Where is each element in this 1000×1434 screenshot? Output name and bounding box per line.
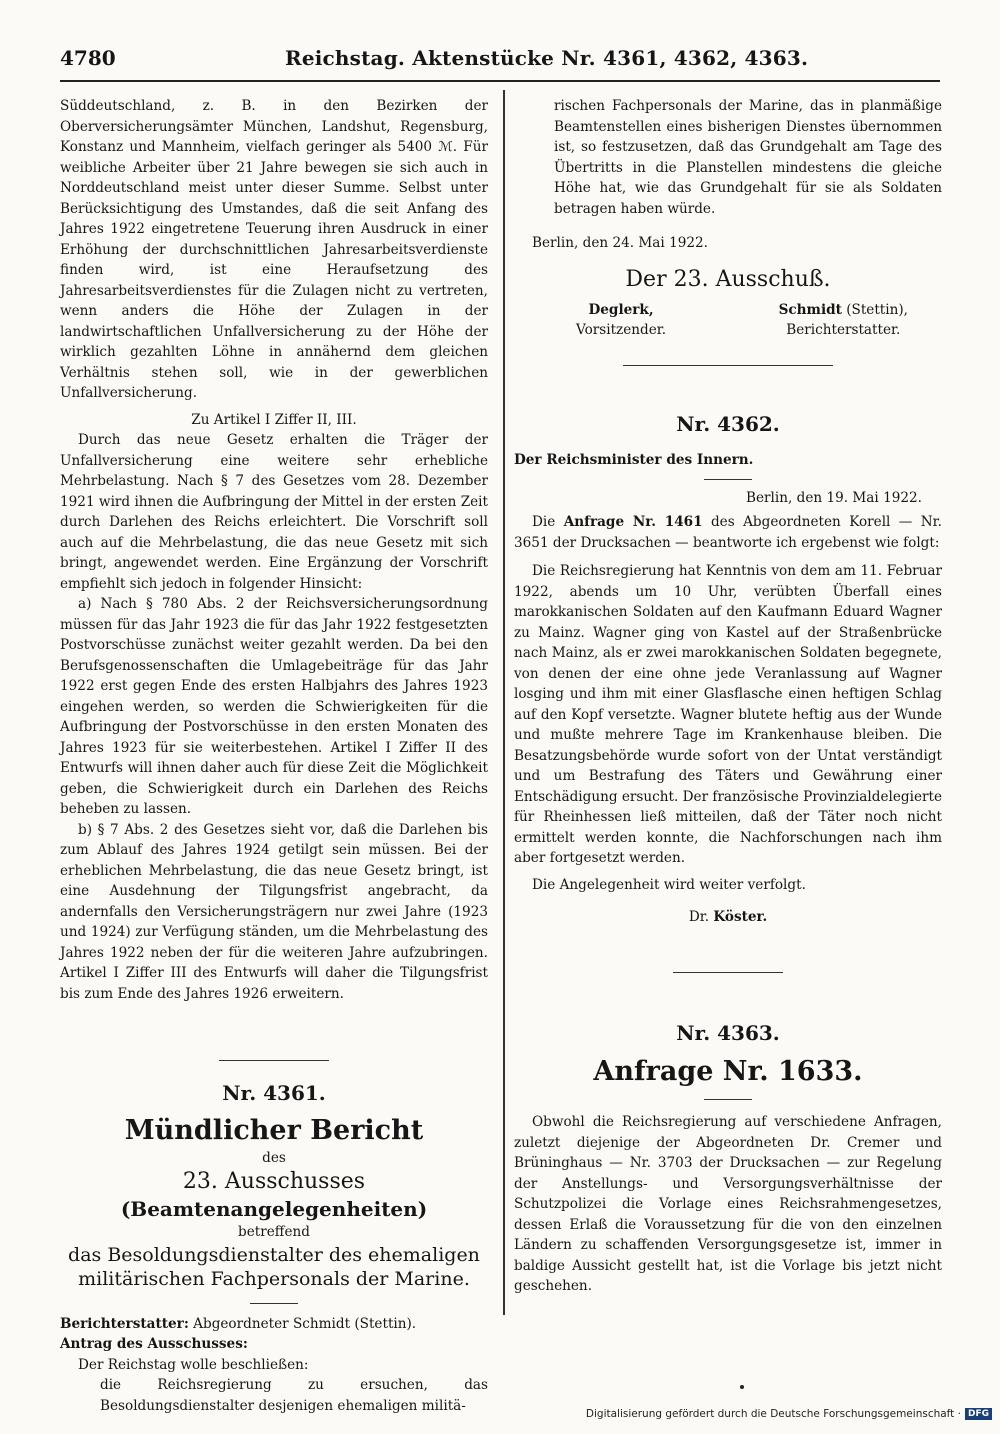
nr4362-intro [514,512,942,553]
nr4362-signature [514,907,942,928]
rapporteur-name: Schmidt [778,301,842,318]
paragraph-b: b) § 7 Abs. 2 des Gesetzes sieht vor, daß die Darlehen bis zum Ablauf des Jahres 1924 getilgt sein müssen. Bei der erheblichen Mehrbelastung, die das neue Gesetz bringt, ist eine Ausdehnung der Tilgungsfrist angebracht, da andernfalls den Versicherungsträgern nur zwei Jahre (1923 und 1924) zur Verfügung ständen, um die Mehrbelastung des Jahres 1922 neben der für die weiteren Jahre aufzubringen. Artikel I Ziffer III des Entwurfs will daher die Tilgungsfrist bis zum Ende des Jahres 1926 erweitern. [60,821,488,1002]
section-rule [623,365,833,366]
ink-dot [740,1385,744,1389]
paragraph-a: a) Nach § 780 Abs. 2 der Reichsversicherungsordnung müssen für das Jahr 1923 die für das Jahr 1922 festgesetzten Postvorschüsse zunächst weiter gezahlt werden. Da bei den Berufsgenossenschaften die Umlagebeiträge für das Jahr 1922 erst gegen Ende des ersten Halbjahrs des Jahres 1923 eingehen werden, so werden die Schwierigkeiten für die Aufbringung der Postvorschüsse in den ersten Monaten des Jahres 1923 für sie weiterbestehen. Artikel I Ziffer II des Entwurfs will ihnen daher auch für diese Zeit die Möglichkeit geben, die Schwierigkeit durch ein Darlehen des Reichs beheben zu lassen. [60,596,488,817]
rapporteur-line [60,1314,488,1335]
title-rule [704,1099,752,1100]
sender-rule [704,479,752,480]
running-title: Reichstag. Aktenstücke Nr. 4361, 4362, 4363. [285,46,809,70]
committee-motion: Antrag des Ausschusses: [60,1336,248,1352]
section-nr4362 [514,411,942,928]
nr4361-des: des [262,1149,286,1166]
subheading-article: Zu Artikel I Ziffer II, III. [191,411,357,428]
right-column [514,96,942,1297]
section-rule [219,1060,329,1061]
section-nr4363 [514,1020,942,1297]
subject-rule [250,1303,298,1304]
page-number: 4780 [60,46,116,70]
intro-die: Die [532,514,556,530]
nr4363-body: Obwohl die Reichsregierung auf verschiedene Anfragen, zuletzt diejenige der Abgeordneten Dr. Cremer und Brüninghaus — Nr. 3703 der Drucksachen — zur Regelung der Anstellungs- und Versorgungsverhältnisse der Schutzpolizei die Vorlage eines Reichsrahmengesetzes, dessen Erlaß die Voraussetzung für die von den einzelnen Ländern zu schaffenden Versorgungsgesetze ist, immer in baldige Aussicht gestellt hat, ist die Vorlage bis jetzt nicht geschehen. [514,1114,942,1294]
chair-role: Vorsitzender. [576,322,667,338]
nr4362-number: Nr. 4362. [676,411,780,436]
nr4363-number: Nr. 4363. [676,1020,780,1045]
nr4361-number: Nr. 4361. [222,1081,326,1105]
page-header [60,40,940,82]
rapporteur-city: (Stettin), [846,301,908,318]
nr4361-betreffend: betreffend [238,1224,310,1240]
section-nr4361 [60,1083,488,1416]
rapporteur-role: Berichterstatter. [786,322,901,338]
nr4361-committee: 23. Ausschusses [182,1169,366,1194]
committee-signature: Der 23. Ausschuß. [625,266,831,292]
nr4362-date: Berlin, den 19. Mai 1922. [746,489,922,506]
nr4362-followup: Die Angelegenheit wird weiter verfolgt. [532,876,806,893]
dfg-logo-icon: DFG [965,1408,992,1420]
chair-name: Deglerk, [588,301,654,318]
motion-request: die Reichsregierung zu ersuchen, das Besoldungsdienstalter desjenigen ehemaligen militä- [100,1377,488,1414]
nr4361-title: Mündlicher Bericht [124,1114,424,1146]
signature-title: Dr. [688,909,710,925]
footer-text: Digitalisierung gefördert durch die Deutsche Forschungsgemeinschaft · [585,1408,961,1420]
nr4361-subject: das Besoldungsdienstalter des ehemaligen militärischen Fachpersonals der Marine. [68,1243,480,1290]
report-date: Berlin, den 24. Mai 1922. [532,235,708,251]
rapporteur-value: Abgeordneter Schmidt (Stettin). [193,1315,417,1332]
rapporteur-signature-line [779,300,908,321]
motion-intro: Der Reichstag wolle beschließen: [78,1356,309,1373]
paragraph-burden: Durch das neue Gesetz erhalten die Träger der Unfallversicherung eine weitere sehr erhebliche Mehrbelastung. Nach § 7 des Gesetzes vom 28. Dezember 1921 wird ihnen die Aufbringung der Mittel in der ersten Zeit durch Darlehen des Reichs erleichtert. Die Vorschrift soll auch auf die Mehrbelastung, die das neue Gesetz mit sich bringt, angewendet werden. Eine Ergänzung der Vorschrift empfiehlt sich jedoch in folgender Hinsicht: [60,432,488,592]
digitization-footer [586,1408,992,1420]
signature-rapporteur [779,300,908,341]
signatures [514,300,942,341]
signature-chair [576,300,666,341]
rapporteur-label: Berichterstatter: [60,1315,189,1332]
nr4363-title: Anfrage Nr. 1633. [593,1056,863,1087]
column-divider [503,90,505,1315]
nr4362-body: Die Reichsregierung hat Kenntnis von dem am 11. Februar 1922, abends um 10 Uhr, verübten Überfall eines marokkanischen Soldaten auf den Kaufmann Eduard Wagner zu Mainz. Wagner ging von Kastel auf der Straßenbrücke nach Mainz, als er zwei marokkanischen Soldaten begegnete, von denen der eine ohne jede Veranlassung auf Wagner losging und ihm mit einer Glasflasche einen heftigen Schlag auf den Kopf versetzte. Wagner blutete heftig aus der Wunde und mußte mehrere Tage im Krankenhause bleiben. Die Besatzungsbehörde wurde sofort von der Untat verständigt und um Bestrafung des Täters und Gewährung einer Entschädigung ersucht. Der französische Provinzialdelegierte für Rheinhessen ließ mitteilen, daß der Täter noch nicht ermittelt werden konnte, die Nachforschungen nach ihm aber fortgesetzt werden. [514,563,942,866]
nr4362-sender: Der Reichsminister des Innern. [514,452,754,468]
inquiry-ref: Anfrage Nr. 1461 [563,514,703,530]
left-column [60,96,488,1416]
signature-name: Köster. [713,909,768,925]
intro-rest: des Abgeordneten Korell — Nr. 3651 der Drucksachen — beantworte ich ergebenst wie folgt: [514,514,942,551]
intro-paragraph: Süddeutschland, z. B. in den Bezirken der Oberversicherungsämter München, Landshut, Regensburg, Konstanz und Mannheim, vielfach geringer als 5400 ℳ. Für weibliche Arbeiter über 21 Jahre bewegen sie sich auch in Norddeutschland meist unter dieser Summe. Selbst unter Berücksichtigung des Umstandes, daß die seit Anfang des Jahres 1922 eingetretene Teuerung ihren Ausdruck in einer Erhöhung der durchschnittlichen Jahresarbeitsverdienste finden wird, ist eine Heraufsetzung des Jahresarbeitsverdienstes für die Zulagen nicht zu vertreten, wenn anders die Höhe der Zulagen in der landwirtschaftlichen Unfallversicherung zu der Höhe der wirklich gezahlten Löhne in annähernd dem gleichen Verhältnis stehen soll, wie in der gewerblichen Unfallversicherung. [60,98,488,401]
section-rule [673,972,783,973]
nr4361-committee-sub: (Beamtenangelegenheiten) [120,1197,428,1221]
motion-request-cont: rischen Fachpersonals der Marine, das in planmäßige Beamtenstellen eines bisherigen Dienstes übernommen ist, so festzusetzen, daß das Grundgehalt am Tage des Übertritts in die Planstellen mindestens die gleiche Höhe hat, wie das Grundgehalt für sie als Soldaten betragen haben würde. [554,98,942,217]
